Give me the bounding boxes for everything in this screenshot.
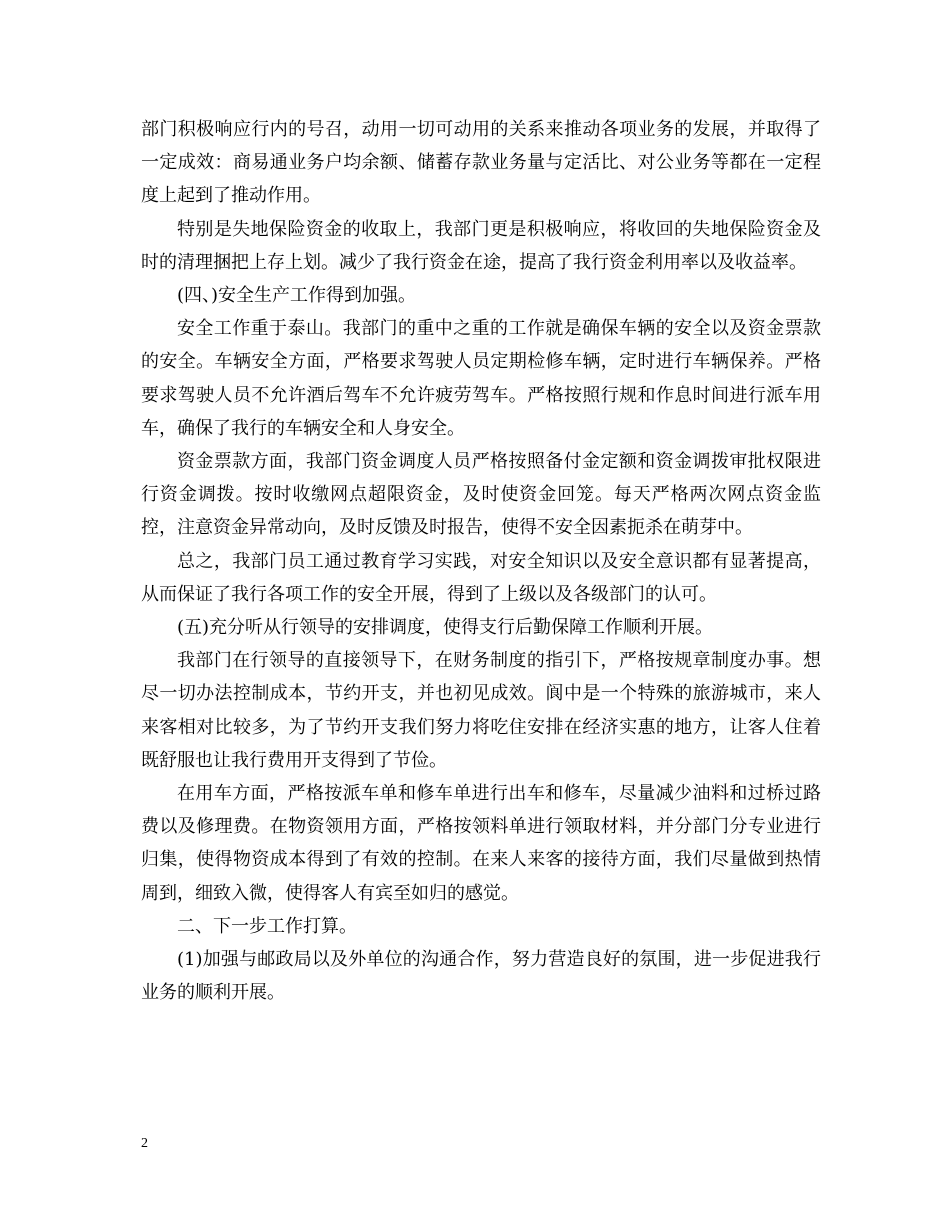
paragraph-funds-safety: 资金票款方面，我部门资金调度人员严格按照备付金定额和资金调拨审批权限进行资金调拨。按时收缴网点超限资金，及时使资金回笼。每天严格两次网点资金监控，注意资金异常动向，及时反馈及时报告，使得不安全因素扼杀在萌芽中。 bbox=[141, 451, 821, 539]
document-body bbox=[141, 113, 821, 1009]
paragraph-vehicle-safety: 安全工作重于泰山。我部门的重中之重的工作就是确保车辆的安全以及资金票款的安全。车辆安全方面，严格要求驾驶人员定期检修车辆，定时进行车辆保养。严格要求驾驶人员不允许酒后驾车不允许疲劳驾车。严格按照行规和作息时间进行派车用车，确保了我行的车辆安全和人身安全。 bbox=[141, 318, 821, 439]
paragraph-insurance-funds: 特别是失地保险资金的收取上，我部门更是积极响应，将收回的失地保险资金及时的清理捆把上存上划。减少了我行资金在途，提高了我行资金利用率以及收益率。 bbox=[141, 218, 821, 273]
paragraph-cooperation: (1)加强与邮政局以及外单位的沟通合作，努力营造良好的氛围，进一步促进我行业务的顺利开展。 bbox=[141, 949, 821, 1004]
paragraph-safety-summary: 总之，我部门员工通过教育学习实践，对安全知识以及安全意识都有显著提高，从而保证了我行各项工作的安全开展，得到了上级以及各级部门的认可。 bbox=[141, 550, 821, 605]
paragraph-cost-control: 我部门在行领导的直接领导下，在财务制度的指引下，严格按规章制度办事。想尽一切办法控制成本，节约开支，并也初见成效。阆中是一个特殊的旅游城市，来人来客相对比较多，为了节约开支我们努力将吃住安排在经济实惠的地方，让客人住着既舒服也让我行费用开支得到了节俭。 bbox=[141, 650, 821, 771]
paragraph-vehicle-materials: 在用车方面，严格按派车单和修车单进行出车和修车，尽量减少油料和过桥过路费以及修理费。在物资领用方面，严格按领料单进行领取材料，并分部门分专业进行归集，使得物资成本得到了有效的控制。在来人来客的接待方面，我们尽量做到热情周到，细致入微，使得客人有宾至如归的感觉。 bbox=[141, 783, 821, 904]
section-heading-safety: (四、)安全生产工作得到加强。 bbox=[177, 285, 417, 307]
page-number: 2 bbox=[141, 1136, 148, 1151]
paragraph-continuation: 部门积极响应行内的号召，动用一切可动用的关系来推动各项业务的发展，并取得了一定成效：商易通业务户均余额、储蓄存款业务量与定活比、对公业务等都在一定程度上起到了推动作用。 bbox=[141, 119, 821, 207]
section-heading-next-steps: 二、下一步工作打算。 bbox=[177, 915, 357, 937]
section-heading-logistics: (五)充分听从行领导的安排调度，使得支行后勤保障工作顺利开展。 bbox=[177, 617, 714, 639]
